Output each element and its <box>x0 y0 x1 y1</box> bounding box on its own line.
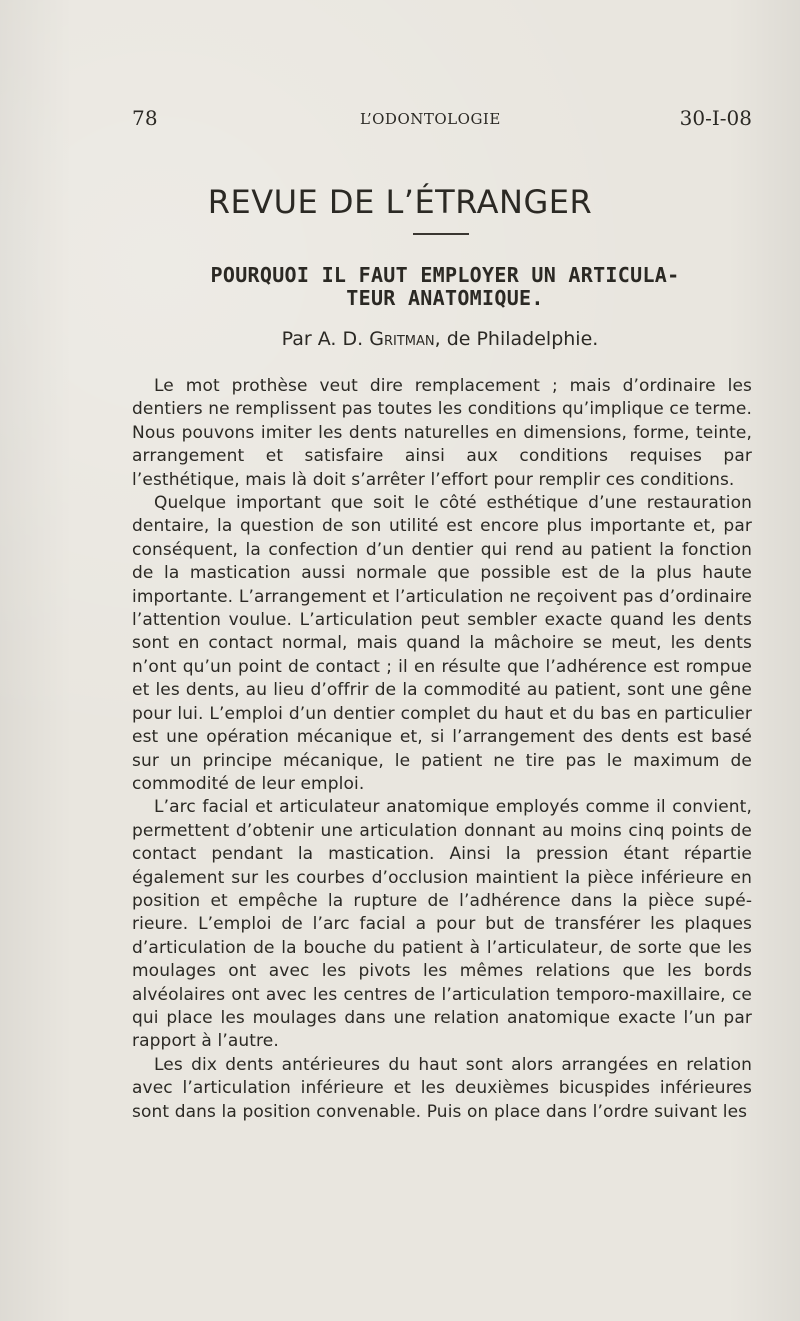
article-title <box>125 264 765 310</box>
article-body <box>132 375 752 1124</box>
page-number: 78 <box>132 106 158 130</box>
title-divider <box>413 233 469 235</box>
paragraph-4: Les dix dents antérieures du haut sont alors arrangées en relation avec l’articulation inférieure et les deuxièmes bicuspides inférieures sont dans la position convenable. Puis on place dans l’ordre suivant les <box>132 1054 752 1122</box>
journal-title: L’ODONTOLOGIE <box>360 110 501 128</box>
section-title: REVUE DE L’ÉTRANGER <box>207 183 593 221</box>
article-title-line-1: POURQUOI IL FAUT EMPLOYER UN ARTICULA- <box>210 263 680 287</box>
author-byline <box>0 330 800 349</box>
byline-prefix: Par A. D. <box>281 328 370 350</box>
running-header <box>132 106 752 138</box>
byline-suffix: , de Philadelphie. <box>434 328 599 350</box>
author-name: Gritman <box>369 328 435 350</box>
paragraph-1: Le mot prothèse veut dire remplacement ; mais d’ordinaire les dentiers ne remplissent pas toutes les conditions qu’implique ce terme. Nous pouvons imiter les dents naturelles en dimensions, forme, teinte, arrangement et satisfaire ainsi aux conditions requises par l’esthétique, mais là doit s’arrêter l’effort pour remplir ces conditions. <box>132 376 752 490</box>
paragraph-3: L’arc facial et articulateur anatomique employés comme il convient, permettent d’obtenir une articulation donnant au moins cinq points de contact pendant la mastication. Ainsi la pression étant répartie également sur les courbes d’occlusion maintient la pièce inférieure en position et empêche la rupture de l’adhérence dans la pièce supérieure. L’emploi de l’arc facial a pour but de transférer les plaques d’articulation de la bouche du patient à l’articulateur, de sorte que les moulages ont avec les pivots les mêmes relations que les bords alvéolaires ont avec les centres de l’articulation temporo-maxillaire, ce qui place les moulages dans une relation anatomique exacte l’un par rapport à l’autre. <box>132 797 752 1052</box>
article-title-line-2: TEUR ANATOMIQUE. <box>346 286 544 310</box>
issue-date: 30-I-08 <box>679 106 752 130</box>
paragraph-2: Quelque important que soit le côté esthétique d’une restauration dentaire, la question de son utilité est encore plus importante et, par conséquent, la confection d’un dentier qui rend au patient la fonction de la mastication aussi normale que possible est de la plus haute importante. L’arrangement et l’articulation ne reçoivent pas d’ordinaire l’attention voulue. L’articulation peut sembler exacte quand les dents sont en contact normal, mais quand la mâchoire se meut, les dents n’ont qu’un point de contact ; il en résulte que l’adhérence est rompue et les dents, au lieu d’offrir de la commodité au patient, sont une gêne pour lui. L’emploi d’un dentier complet du haut et du bas en particulier est une opération mécanique et, si l’arrangement des dents est basé sur un principe mécanique, le patient ne tire pas le maximum de commodité de leur emploi. <box>132 493 752 794</box>
